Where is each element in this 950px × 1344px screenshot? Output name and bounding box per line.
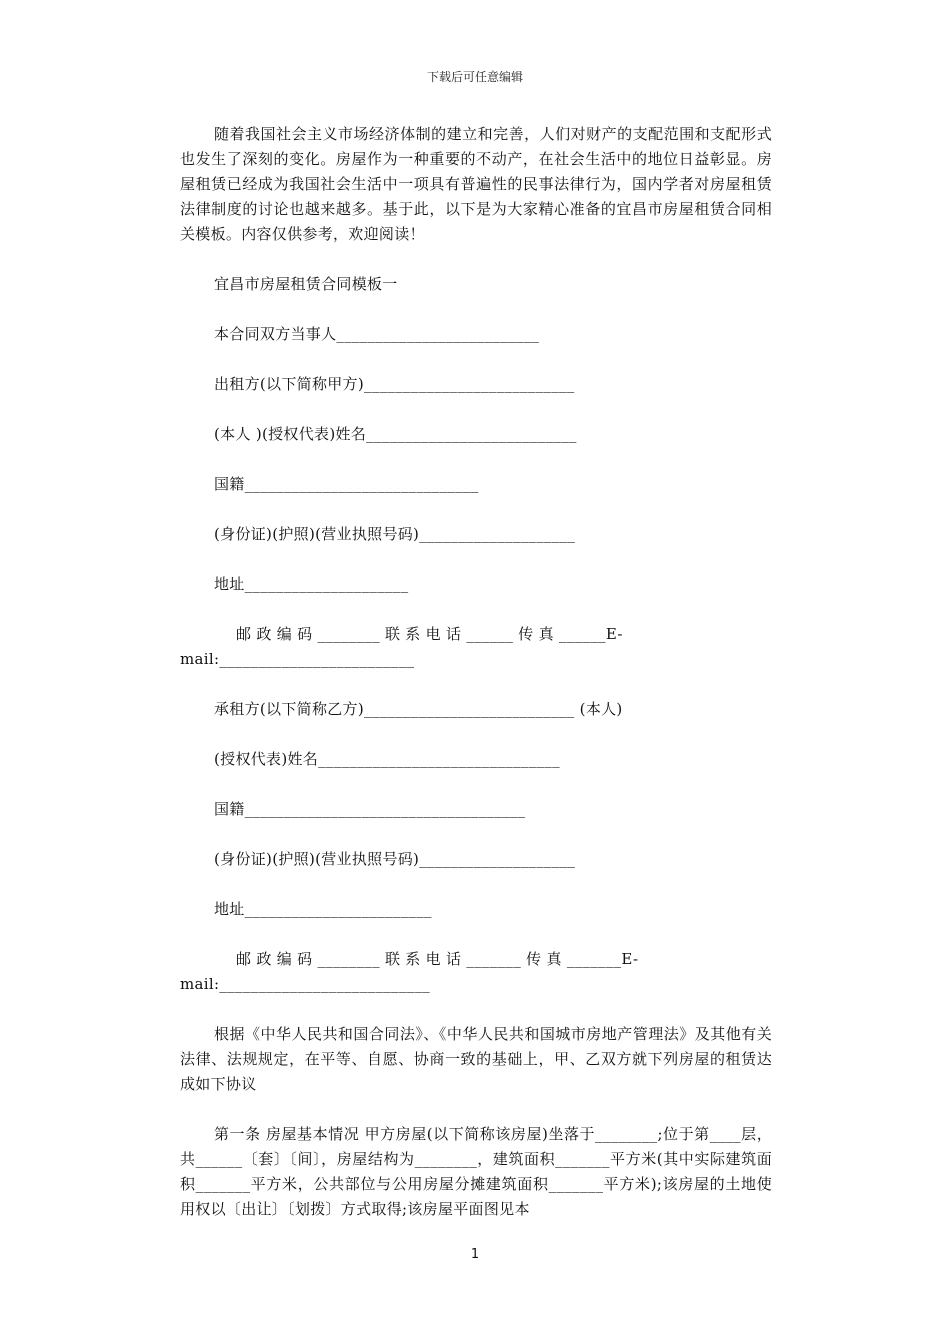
- lessor-contact-line2: mail:_________________________: [180, 650, 415, 668]
- lessee-title: 承租方(以下简称乙方)___________________________ (本人): [214, 700, 623, 718]
- lessor-name: (本人 )(授权代表)姓名___________________________: [214, 425, 577, 443]
- document-body: [180, 122, 772, 1222]
- lessor-contact-line1: 邮 政 编 码 ________ 联 系 电 话 ______ 传 真 ______E-: [236, 625, 623, 643]
- page-header: 下载后可任意编辑: [426, 70, 523, 84]
- lessee-name: (授权代表)姓名_______________________________: [214, 750, 560, 768]
- lessee-address: 地址________________________: [214, 900, 432, 918]
- party-line: 本合同双方当事人__________________________: [214, 325, 540, 343]
- lessor-title: 出租方(以下简称甲方)___________________________: [214, 375, 575, 393]
- template-title: 宜昌市房屋租赁合同模板一: [214, 275, 398, 293]
- intro-paragraph: 随着我国社会主义市场经济体制的建立和完善，人们对财产的支配范围和支配形式也发生了深刻的变化。房屋作为一种重要的不动产，在社会生活中的地位日益彰显。房屋租赁已经成为我国社会生活中一项具有普遍性的民事法律行为，国内学者对房屋租赁法律制度的讨论也越来越多。基于此，以下是为大家精心准备的宜昌市房屋租赁合同相关模板。内容仅供参考，欢迎阅读！: [180, 125, 772, 243]
- lessor-nationality: 国籍______________________________: [214, 475, 479, 493]
- lessee-nationality: 国籍____________________________________: [214, 800, 526, 818]
- lessor-id: (身份证)(护照)(营业执照号码)____________________: [214, 525, 576, 543]
- lessee-contact-line1: 邮 政 编 码 ________ 联 系 电 话 _______ 传 真 _______E-: [236, 950, 639, 968]
- basis-paragraph: 根据《中华人民共和国合同法》、《中华人民共和国城市房地产管理法》及其他有关法律、法规规定，在平等、自愿、协商一致的基础上，甲、乙双方就下列房屋的租赁达成如下协议: [180, 1025, 772, 1093]
- lessor-address: 地址_____________________: [214, 575, 409, 593]
- page-number: 1: [470, 1247, 480, 1262]
- article-1: 第一条 房屋基本情况 甲方房屋(以下简称该房屋)坐落于________;位于第____层，共______〔套〕〔间〕，房屋结构为________，建筑面积_______平方米(其中实际建筑面积_______平方米，公共部位与公用房屋分摊建筑面积_______平方米);该房屋的土地使用权以〔出让〕〔划拨〕方式取得;该房屋平面图见本: [180, 1125, 772, 1218]
- lessee-id: (身份证)(护照)(营业执照号码)____________________: [214, 850, 576, 868]
- lessee-contact-line2: mail:___________________________: [180, 975, 430, 993]
